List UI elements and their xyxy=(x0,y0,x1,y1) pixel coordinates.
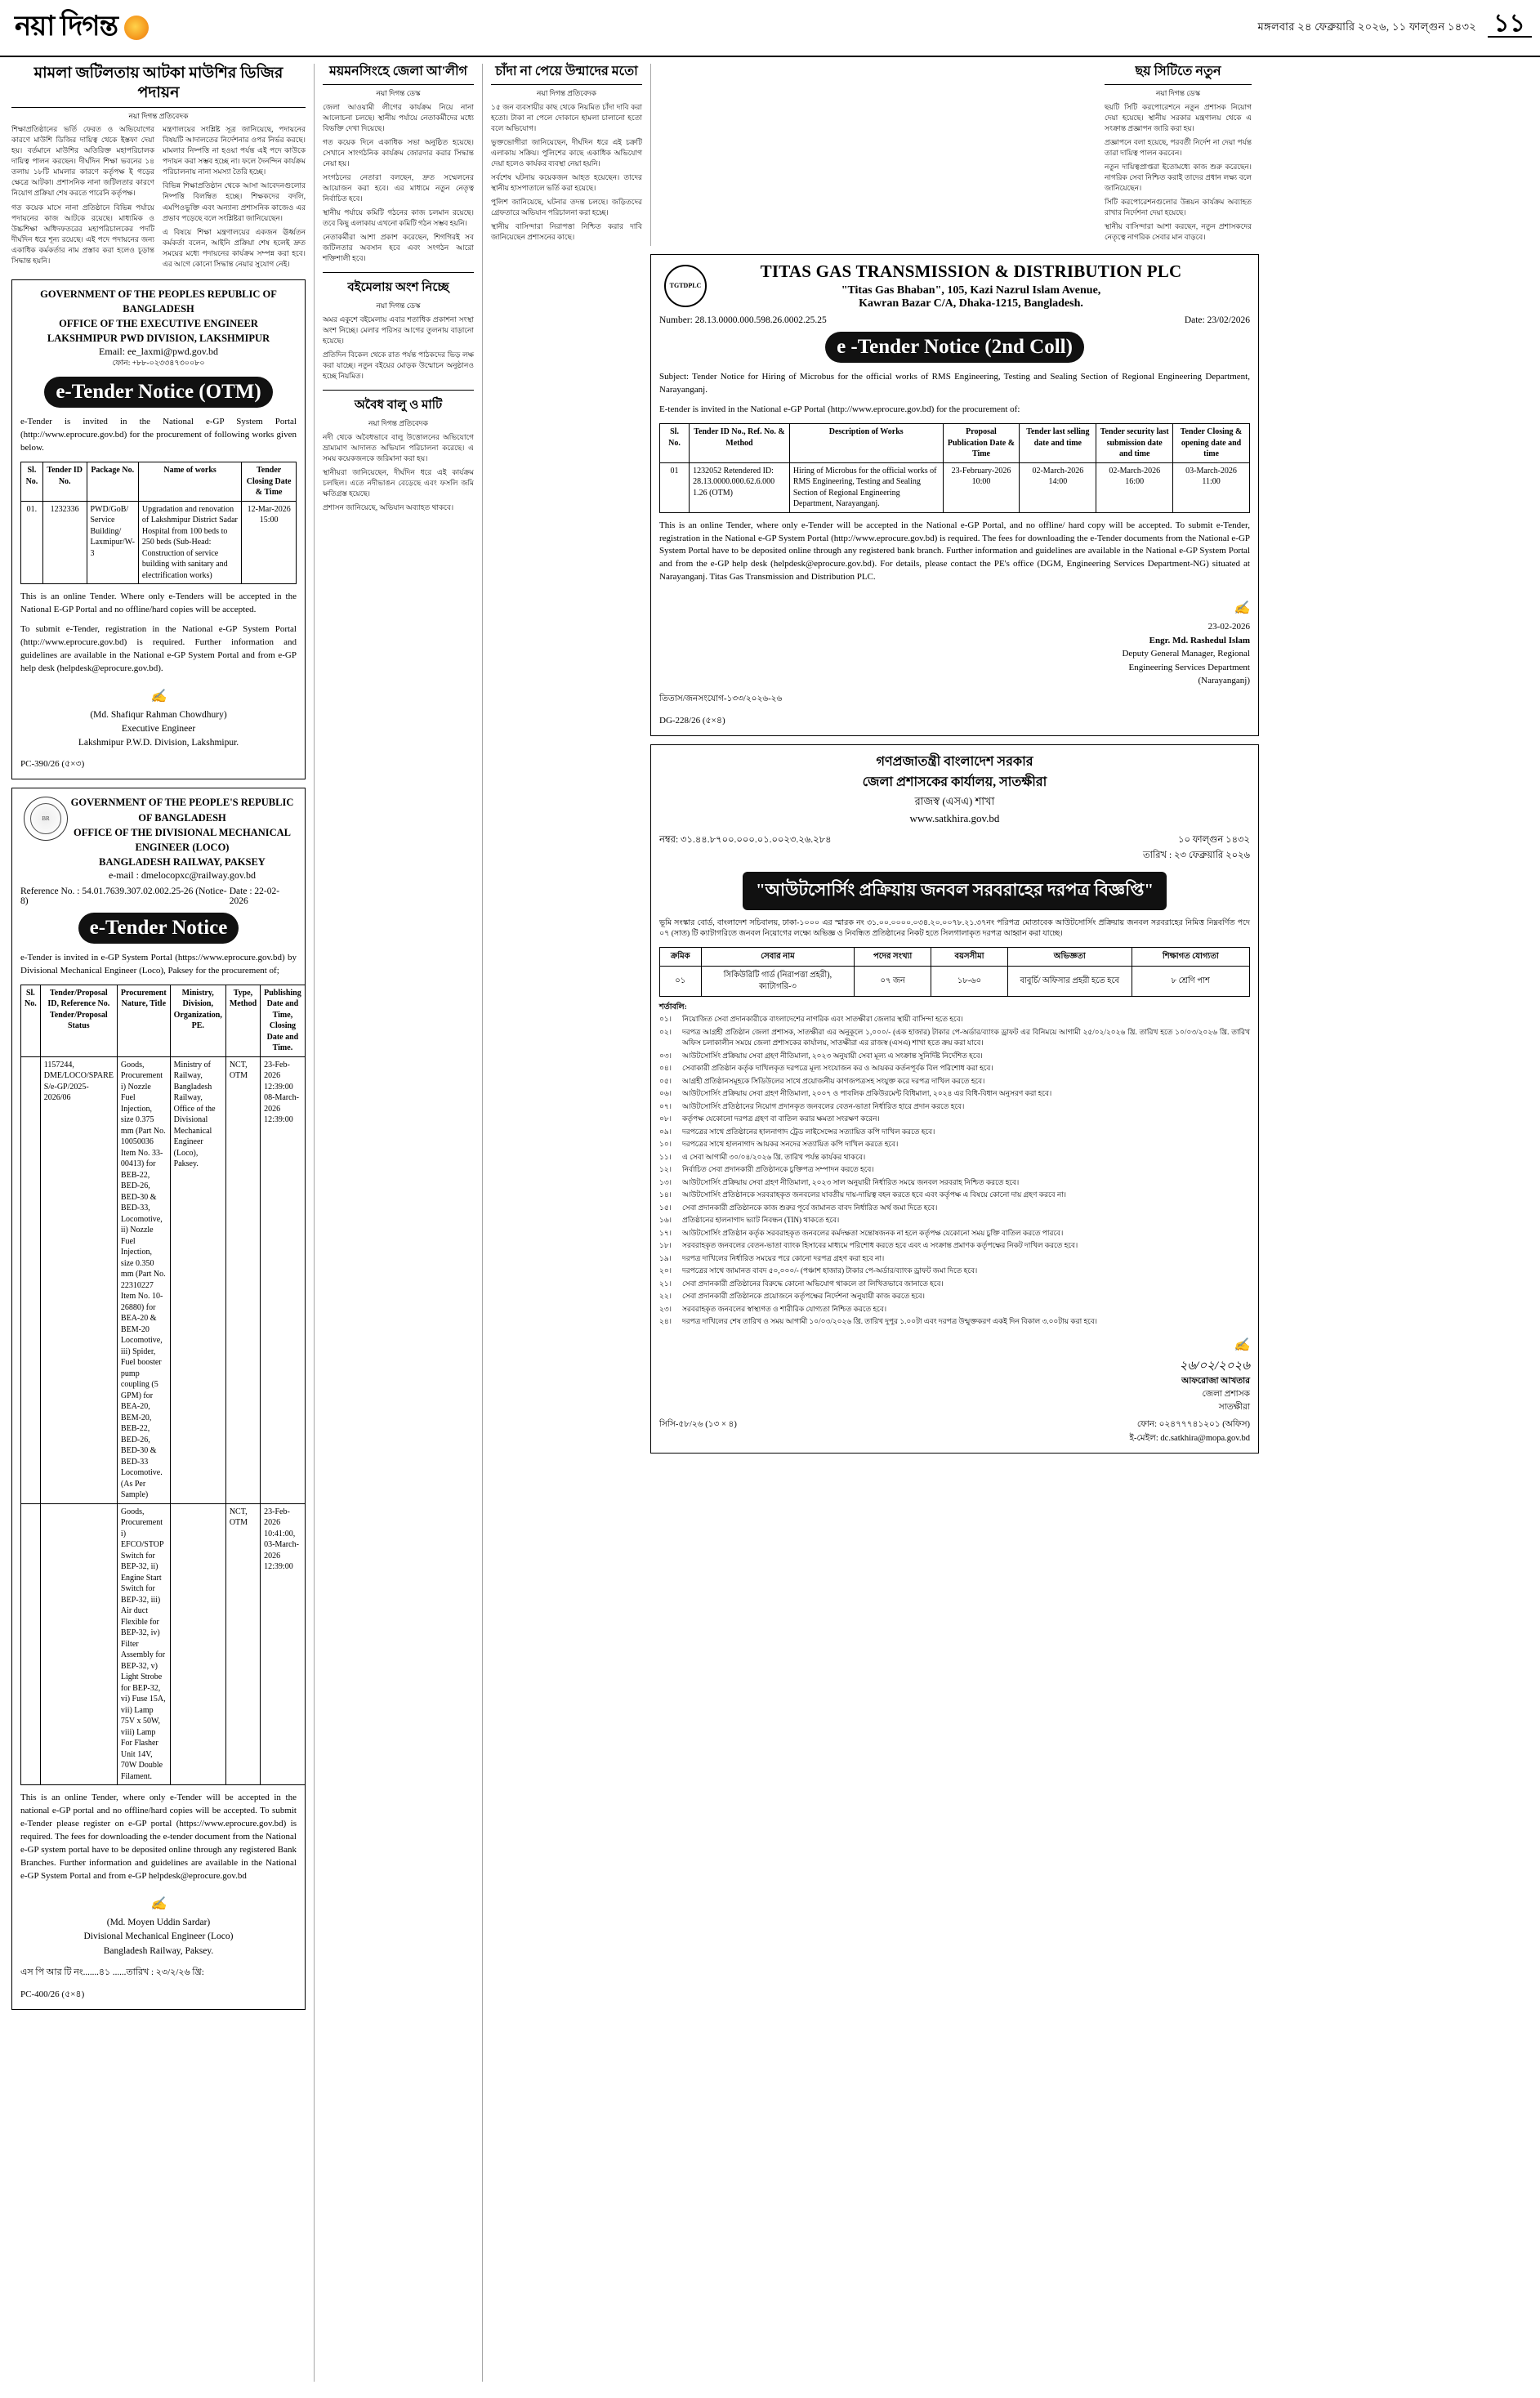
satkhira-signature-block xyxy=(659,1336,1250,1414)
ad-gov-line-3: LAKSHMIPUR PWD DIVISION, LAKSHMIPUR xyxy=(47,333,270,345)
satkhira-gov-line-1: গণপ্রজাতন্ত্রী বাংলাদেশ সরকার xyxy=(876,754,1033,769)
satkhira-header xyxy=(659,752,1250,828)
satkhira-intro: ভূমি সংস্কার বোর্ড, বাংলাদেশ সচিবালয়, ঢাকা-১০০০ এর স্মারক নং ৩১.০০.০০০০.০৩৪.২০.০০৭৮.২১.৩৭নং পরিপত্র মোতাবেক আউটসোর্সিং প্রক্রিয়ায় জনবল সরবরাহের নিমিত্ত নিম্নবর্ণিত পদে ০৭ (সাত) টি ক্যাটাগরিতে জনবল নিয়োগের লক্ষ্যে অভিজ্ঞ ও নিবন্ধিত প্রতিষ্ঠানের নিকট হতে সিলগালাকৃত দরপত্র আহ্বান করা যাচ্ছে। xyxy=(659,918,1250,939)
th-proposal-id: Tender/Proposal ID, Reference No. Tender/Proposal Status xyxy=(40,985,117,1056)
titas-sign-name: Engr. Md. Rashedul Islam xyxy=(1149,635,1250,645)
cell-posts: ০৭ জন xyxy=(855,967,931,997)
ad-note-2: To submit e-Tender, registration in the National e-GP System Portal (http://www.eprocure.gov.bd) is required. Further information and guidelines are available in the National e-GP System Portal and from e-GP help desk (helpdesk@eprocure.gov.bd). xyxy=(20,623,297,673)
table-row xyxy=(21,1503,306,1785)
cell-closing: 12-Mar-2026 15:00 xyxy=(242,501,297,584)
signature-mark: ✍ xyxy=(150,1897,167,1912)
titas-note: This is an online Tender, where only e-Tender will be accepted in the National e-GP Portal, and no offline/ hard copy will be accepted. To submit e-Tender, registration in the National e-GP System Portal (http://www.eprocure.gov.bd) is required. The fees for downloading the e-Tender documents from the National e-GP System Portal have to be deposited online through any registered bank branch. Further information and guidelines are available in the National e-GP System Portal and from the e-GP help desk (helpdesk@eprocure.gov.bd). For details, please contact the PE's office (DGM, Engineering Services Department-NG) situated at Narayanganj. Titas Gas Transmission and Distribution PLC. xyxy=(659,520,1251,583)
ad-gov-line-1: GOVERNMENT OF THE PEOPLES REPUBLIC OF BANGLADESH xyxy=(40,288,277,315)
titas-pc-ref: DG-228/26 (৫×৪) xyxy=(659,715,725,726)
news-byline-4: নয়া দিগন্ত ডেস্ক xyxy=(1156,89,1200,97)
cell-tender-id: 1232052 Retendered ID: 28.13.0000.000.62.6.000 1.26 (OTM) xyxy=(690,462,790,512)
th-nature: Procurement Nature, Title xyxy=(117,985,170,1056)
list-item: ০৭। আউটসোর্সিং প্রতিষ্ঠানের নিয়োগ প্রদানকৃত জনবলের বেতন-ভাতা নির্ধারিত হারে প্রদান করতে হবে। xyxy=(659,1101,965,1110)
cell-age: ১৮-৬০ xyxy=(931,967,1008,997)
list-item: ০৪। সেবাকারী প্রতিষ্ঠান কর্তৃক দাখিলকৃত দরপত্রে মূল্য সংযোজন কর ও আয়কর কর্তনপূর্বক বিল পরিশোধ করা হবে। xyxy=(659,1064,993,1073)
table-header-row xyxy=(660,424,1250,463)
titas-signature-block xyxy=(659,599,1250,688)
titas-number-row xyxy=(659,315,1250,325)
railway-memo: এস পি আর টি নং.......৪১ ......তারিখ : ২৩/২/২৬ খ্রি: xyxy=(20,1967,204,1977)
sign-name: (Md. Moyen Uddin Sardar) xyxy=(106,1918,211,1928)
satkhira-footer xyxy=(659,1418,1250,1446)
list-item: ০৯। দরপত্রের সাথে প্রতিষ্ঠানের হালনাগাদ ট্রেড লাইসেন্সের সত্যায়িত কপি দাখিল করতে হবে। xyxy=(659,1127,935,1136)
column-3 xyxy=(491,64,642,2382)
news-body-3: ১৫ জন ব্যবসায়ীর কাছ থেকে নিয়মিত চাঁদা দাবি করা হতো। টাকা না পেলে দোকানে হামলা চালানো হতো বলে অভিযোগ। ভুক্তভোগীরা জানিয়েছেন, দীর্ঘদিন ধরে এই চক্রটি এলাকায় সক্রিয়। পুলিশের কাছে একাধিক অভিযোগ দেয়া হলেও কার্যকর ব্যবস্থা নেয়া হয়নি। সর্বশেষ ঘটনায় কয়েকজন আহত হয়েছেন। তাদের স্থানীয় হাসপাতালে ভর্তি করা হয়েছে। পুলিশ জানিয়েছে, ঘটনার তদন্ত চলছে। জড়িতদের গ্রেফতারে অভিযান পরিচালনা করা হচ্ছে। স্থানীয় বাসিন্দারা নিরাপত্তা নিশ্চিত করার দাবি জানিয়েছেন প্রশাসনের কাছে। xyxy=(491,102,642,242)
table-row xyxy=(660,462,1250,512)
satkhira-pc-ref: সিসি-৫৮/২৬ (১৩ × ৪) xyxy=(659,1420,737,1430)
list-item: ২৩। সরবরাহকৃত জনবলের স্বাস্থ্যগত ও শারীরিক যোগ্যতা নিশ্চিত করতে হবে। xyxy=(659,1304,887,1313)
ad-gov-line-2: OFFICE OF THE EXECUTIVE ENGINEER xyxy=(59,318,258,330)
list-item: ০২। দরপত্র আগ্রহী প্রতিষ্ঠান জেলা প্রশাসক, সাতক্ষীরা এর অনুকূলে ১,০০০/- (এক হাজার) টাকার পে-অর্ডার/ব্যাংক ড্রাফট এর বিনিময়ে আগামী ২৫/০২/২০২৬ খ্রি. তারিখ হতে ১০/০৩/২০২৬ খ্রি. তারিখ অফিস চলাকালীন সময়ে জেলা প্রশাসকের কার্যালয়, সাতক্ষীরা এর রাজস্ব (এসএ) শাখা হতে ক্রয় করা যাবে। xyxy=(659,1027,1250,1047)
titas-org-line-3: Kawran Bazar C/A, Dhaka-1215, Bangladesh. xyxy=(859,297,1083,310)
ad-signature-block xyxy=(20,687,297,751)
th-closing: Tender Closing Date & Time xyxy=(242,462,297,502)
th-sl: Sl. No. xyxy=(660,424,690,463)
sign-title-2: Bangladesh Railway, Paksey. xyxy=(103,1945,214,1956)
cell-service: সিকিউরিটি গার্ড (নিরাপত্তা প্রহরী), ক্যাটাগরি-৩ xyxy=(701,967,855,997)
titas-subject: Subject: Tender Notice for Hiring of Microbus for the official works of RMS Engineering, Testing and Sealing Section of Regional Engineering Department, Narayanganj. xyxy=(659,372,1250,395)
titas-logo-icon: TGTDPLC xyxy=(664,265,707,307)
column-1 xyxy=(11,64,306,2382)
cell-proposal-id xyxy=(40,1503,117,1785)
ad-pc-ref: PC-390/26 (৫×৩) xyxy=(20,759,85,770)
sign-title-1: Executive Engineer xyxy=(121,723,196,734)
news-byline-5: নয়া দিগন্ত ডেস্ক xyxy=(376,301,421,310)
titas-sign-title-1: Deputy General Manager, Regional xyxy=(1122,649,1250,659)
satkhira-sign-title-2: সাতক্ষীরা xyxy=(1218,1402,1250,1412)
ad-bangladesh-railway xyxy=(11,788,306,2009)
news-byline-1: নয়া দিগন্ত প্রতিবেদক xyxy=(128,111,189,120)
cell-type: NCT, OTM xyxy=(225,1056,260,1503)
th-closing: Tender Closing & opening date and time xyxy=(1173,424,1250,463)
logo-text: নয়া দিগন্ত xyxy=(15,11,118,42)
th-ministry: Ministry, Division, Organization, PE. xyxy=(170,985,225,1056)
ad-phone: ফোন: +৮৮-০২৩৩৪৭৩০০৮০ xyxy=(112,359,205,368)
satkhira-memo: নম্বর: ৩১.৪৪.৮৭০০.০০০.০১.০০২৩.২৬.২৮৪ xyxy=(659,834,832,845)
news-headline-5: বইমেলায় অংশ নিচ্ছে xyxy=(323,272,474,298)
list-item: ১২। নির্বাচিত সেবা প্রদানকারী প্রতিষ্ঠানকে চুক্তিপত্র সম্পাদন করতে হবে। xyxy=(659,1165,874,1174)
signature-mark: ✍ xyxy=(1234,1337,1250,1352)
table-row xyxy=(21,1056,306,1503)
satkhira-date-bn: ১০ ফাল্গুন ১৪৩২ xyxy=(1178,834,1250,845)
signature-mark: ✍ xyxy=(1234,601,1250,616)
list-item: ০১। নিয়োজিত সেবা প্রদানকারীকে বাংলাদেশের নাগরিক এবং সাতক্ষীরা জেলার স্থায়ী বাসিন্দা হতে হবে। xyxy=(659,1015,963,1024)
satkhira-memo-row xyxy=(659,833,1250,864)
news-headline-3: চাঁদা না পেয়ে উন্মাদের মতো xyxy=(491,64,642,85)
list-item: ১১। এ সেবা আগামী ৩০/০৪/২০২৬ খ্রি. তারিখ পর্যন্ত কার্যকর থাকবে। xyxy=(659,1152,866,1161)
satkhira-hand-date: ২৬/০২/২০২৬ xyxy=(1179,1359,1250,1373)
page-content xyxy=(0,57,1540,2390)
cell-tender-id: 1232336 xyxy=(42,501,87,584)
titas-org-line-1: TITAS GAS TRANSMISSION & DISTRIBUTION PLC xyxy=(760,261,1182,282)
satkhira-ribbon-title: "আউটসোর্সিং প্রক্রিয়ায় জনবল সরবরাহের দরপত্র বিজ্ঞপ্তি" xyxy=(743,872,1167,910)
satkhira-website[interactable]: www.satkhira.gov.bd xyxy=(909,811,1000,824)
list-item: ২০। দরপত্রের সাথে জামানত বাবদ ৫০,০০০/- (পঞ্চাশ হাজার) টাকার পে-অর্ডার/ব্যাংক ড্রাফট জমা দিতে হবে। xyxy=(659,1266,978,1275)
th-sl: ক্রমিক xyxy=(660,948,702,967)
column-divider xyxy=(482,64,483,2382)
news-body-2: জেলা আওয়ামী লীগের কার্যক্রম নিয়ে নানা আলোচনা চলছে। স্থানীয় পর্যায়ে নেতাকর্মীদের মধ্যে বিভক্তি দেখা দিয়েছে। গত কয়েক দিনে একাধিক সভা অনুষ্ঠিত হয়েছে। সেখানে সাংগঠনিক কার্যক্রম জোরদার করার সিদ্ধান্ত নেয়া হয়। সংগঠনের নেতারা বলছেন, দ্রুত সম্মেলনের আয়োজন করা হবে। এর মাধ্যমে নতুন নেতৃত্ব নির্বাচিত হবে। স্থানীয় পর্যায়ে কমিটি গঠনের কাজ চলমান রয়েছে। তবে কিছু এলাকায় এখনো কমিটি গঠন সম্ভব হয়নি। নেতাকর্মীরা আশা প্রকাশ করেছেন, শিগগিরই সব জটিলতার অবসান হবে এবং সংগঠন আরো শক্তিশালী হবে। xyxy=(323,102,474,263)
railway-gov-line-3: BANGLADESH RAILWAY, PAKSEY xyxy=(99,855,266,868)
cell-sl: 01 xyxy=(660,462,690,512)
list-item: ১৬। প্রতিষ্ঠানের হালনাগাদ ভ্যাট নিবন্ধন (TIN) থাকতে হবে। xyxy=(659,1216,840,1225)
railway-signature-block xyxy=(20,1895,297,1958)
satkhira-gov-line-2: জেলা প্রশাসকের কার্যালয়, সাতক্ষীরা xyxy=(862,775,1047,790)
railway-ribbon-title: e-Tender Notice xyxy=(78,913,239,944)
th-experience: অভিজ্ঞতা xyxy=(1007,948,1132,967)
satkhira-conditions-list xyxy=(659,1014,1250,1328)
cell-sl xyxy=(21,1056,41,1503)
column-2 xyxy=(323,64,474,2382)
railway-note: This is an online Tender, where only e-Tender will be accepted in the national e-GP portal and no offline/hard copies will be accepted. To submit e-Tender please register on e-GP portal (https://www.eprocure.gov.bd) is required. The fees for downloading the e-tender document from the National e-GP system portal have to be deposited online through any registered Bank Branches. Further information and guidelines are available in the National e-GP System Portal and from e-GP helpdesk@eprocure.gov.bd xyxy=(20,1793,297,1882)
th-sl: Sl. No. xyxy=(21,985,41,1056)
cell-dates: 23-Feb-2026 10:41:00, 03-March-2026 12:39:00 xyxy=(261,1503,306,1785)
ad-satkhira-dc xyxy=(650,744,1259,1454)
news-body-4: ছয়টি সিটি করপোরেশনে নতুন প্রশাসক নিয়োগ দেয়া হয়েছে। স্থানীয় সরকার মন্ত্রণালয় থেকে এ সংক্রান্ত প্রজ্ঞাপন জারি করা হয়। প্রজ্ঞাপনে বলা হয়েছে, পরবর্তী নির্দেশ না দেয়া পর্যন্ত তারা দায়িত্ব পালন করবেন। নতুন দায়িত্বপ্রাপ্তরা ইতোমধ্যে কাজ শুরু করেছেন। নাগরিক সেবা নিশ্চিত করাই তাদের প্রধান লক্ষ্য বলে জানিয়েছেন। সিটি করপোরেশনগুলোর উন্নয়ন কার্যক্রম অব্যাহত রাখার নির্দেশনা দেয়া হয়েছে। স্থানীয় বাসিন্দারা আশা করছেন, নতুন প্রশাসকদের নেতৃত্বে নাগরিক সেবার মান বাড়বে। xyxy=(1105,102,1252,242)
titas-date: Date: 23/02/2026 xyxy=(1184,315,1250,326)
list-item: ১৯। দরপত্র দাখিলের নির্ধারিত সময়ের পরে কোনো দরপত্র গ্রহণ করা হবে না। xyxy=(659,1253,885,1262)
news-byline-3: নয়া দিগন্ত প্রতিবেদক xyxy=(537,89,596,97)
page-number: ১১ xyxy=(1493,10,1525,37)
column-right-group xyxy=(650,64,1259,2382)
railway-ref-row xyxy=(20,886,297,906)
masthead xyxy=(0,0,1540,57)
th-sl: Sl. No. xyxy=(21,462,43,502)
titas-sign-title-2: Engineering Services Department xyxy=(1128,662,1250,672)
ad-ribbon-title: e-Tender Notice (OTM) xyxy=(44,377,272,408)
th-package: Package No. xyxy=(87,462,138,502)
th-education: শিক্ষাগত যোগ্যতা xyxy=(1132,948,1249,967)
list-item: ০৬। আউটসোর্সিং প্রক্রিয়ায় সেবা গ্রহণ নীতিমালা, ২০০৭ ও পাবলিক প্রকিউরমেন্ট বিধিমালা, ২০২৪ এর বিধি-বিধান অনুসরণ করা হবে। xyxy=(659,1089,1052,1098)
cell-dates: 23-Feb-2026 12:39:00 08-March-2026 12:39:00 xyxy=(261,1056,306,1503)
satkhira-sign-title-1: জেলা প্রশাসক xyxy=(1202,1389,1250,1399)
cell-description: Hiring of Microbus for the official works of RMS Engineering, Testing and Sealing Section of Regional Engineering Department, Narayanganj. xyxy=(789,462,943,512)
cell-experience: বাবুর্চি/ অফিসার প্রহরী হতে হবে xyxy=(1007,967,1132,997)
list-item: ০৩। আউটসোর্সিং প্রক্রিয়ায় সেবা গ্রহণ নীতিমালা, ২০২৩ অনুযায়ী সেবা মূল্য এ সংক্রান্ত সুনির্দিষ্ট নির্দেশিত হবে। xyxy=(659,1051,983,1060)
page-number-rule xyxy=(1488,36,1532,38)
cell-last-selling: 02-March-2026 14:00 xyxy=(1020,462,1096,512)
th-tender-id: Tender ID No. xyxy=(42,462,87,502)
th-last-submission: Tender security last submission date and time xyxy=(1096,424,1173,463)
railway-pc-ref: PC-400/26 (৫×৪) xyxy=(20,1989,85,1999)
satkhira-gov-line-3: রাজস্ব (এসএ) শাখা xyxy=(914,794,995,807)
news-headline-4: ছয় সিটিতে নতুন xyxy=(1105,64,1252,85)
newspaper-logo xyxy=(15,5,150,51)
titas-header xyxy=(659,261,1250,310)
news-byline-2: নয়া দিগন্ত ডেস্ক xyxy=(376,89,421,97)
cell-sl: ০১ xyxy=(660,967,702,997)
titas-intro: E-tender is invited in the National e-GP Portal (http://www.eprocure.gov.bd) for the procurement of: xyxy=(659,404,1020,415)
satkhira-phone: ফোন: ০২৪৭৭৭৪১২০১ (অফিস) xyxy=(1136,1420,1250,1430)
cell-education: ৮ শ্রেণি পাশ xyxy=(1132,967,1249,997)
cell-publication: 23-February-2026 10:00 xyxy=(943,462,1020,512)
table-row xyxy=(21,501,297,584)
list-item: ১৮। সরবরাহকৃত জনবলের বেতন-ভাতা ব্যাংক হিসাবের মাধ্যমে পরিশোধ করতে হবে এবং এ সংক্রান্ত প্রমাণক কর্তৃপক্ষের নিকট দাখিল করতে হবে। xyxy=(659,1241,1078,1250)
titas-sig-date: 23-02-2026 xyxy=(1207,622,1250,632)
satkhira-sign-name: আফরোজা আখতার xyxy=(1181,1377,1250,1387)
ad-email: Email: ee_laxmi@pwd.gov.bd xyxy=(99,346,218,358)
ad-note-1: This is an online Tender. Where only e-Tenders will be accepted in the National E-GP Portal and no offline/hard copies will be accepted. xyxy=(20,592,297,615)
ad-lakshmipur-pwd xyxy=(11,279,306,780)
list-item: ১৭। আউটসোর্সিং প্রতিষ্ঠান কর্তৃক সরবরাহকৃত জনবলের কর্মদক্ষতা সন্তোষজনক না হলে কর্তৃপক্ষ যেকোনো সময় চুক্তি বাতিল করতে পারবে। xyxy=(659,1228,1064,1237)
th-type: Type, Method xyxy=(225,985,260,1056)
th-works: Name of works xyxy=(138,462,241,502)
table-row xyxy=(660,967,1250,997)
ad-intro-text: e-Tender is invited in the National e-GP System Portal (http://www.eprocure.gov.bd) for the procurement of following works given below. xyxy=(20,417,297,453)
list-item: ২২। সেবা প্রদানকারী প্রতিষ্ঠানকে প্রয়োজনে কর্তৃপক্ষের নির্দেশনা অনুযায়ী কাজ করতে হবে। xyxy=(659,1292,926,1301)
satkhira-date-en: তারিখ : ২৩ ফেব্রুয়ারি ২০২৬ xyxy=(1142,850,1250,860)
railway-gov-line-1: GOVERNMENT OF THE PEOPLE'S REPUBLIC OF BANGLADESH xyxy=(70,797,294,824)
cell-package: PWD/GoB/ Service Building/ Laxmipur/W-3 xyxy=(87,501,138,584)
list-item: ১০। দরপত্রের সাথে হালনাগাদ আয়কর সনদের সত্যায়িত কপি দাখিল করতে হবে। xyxy=(659,1140,899,1149)
railway-email: e-mail : dmelocopxc@railway.gov.bd xyxy=(108,869,257,882)
news-body-5: অমর একুশে বইমেলায় এবার শতাধিক প্রকাশনা সংস্থা অংশ নিচ্ছে। মেলার পরিসর আগের তুলনায় বাড়ানো হয়েছে। প্রতিদিন বিকেল থেকে রাত পর্যন্ত পাঠকদের ভিড় লক্ষ করা যাচ্ছে। নতুন বইয়ের মোড়ক উন্মোচন অনুষ্ঠানও হচ্ছে নিয়মিত। xyxy=(323,315,474,381)
list-item: ১৪। আউটসোর্সিং প্রতিষ্ঠানকে সরবরাহকৃত জনবলের যাবতীয় দায়-দায়িত্ব বহন করতে হবে এবং কর্তৃপক্ষ এ বিষয়ে কোনো দায় গ্রহণ করবে না। xyxy=(659,1190,1067,1199)
ad-titas-gas xyxy=(650,254,1259,736)
cell-proposal-id: 1157244, DME/LOCO/SPARE S/e-GP/2025-2026/06 xyxy=(40,1056,117,1503)
railway-intro: e-Tender is invited in e-GP System Portal (https://www.eprocure.gov.bd) by Divisional Mechanical Engineer (Loco), Paksey for the procurement of; xyxy=(20,953,297,976)
news-body-1: শিক্ষাপ্রতিষ্ঠানের ভর্তি ফেরত ও অভিযোগের কারণে মাউশি ডিজির দায়িত্ব থেকে ইস্তফা দেয়া হয়। বর্তমানে মাউশির অতিরিক্ত মহাপরিচালক দায়িত্ব পালন করছেন। দীর্ঘদিন শিক্ষা ভবনের ১৪ তলায় ১৮টি মামলার কারণে কর্তৃপক্ষ ই গড়ের ক্ষেত্রে আটকা। প্রশাসনিক নানা জটিলতার কারণে নিয়োগ প্রক্রিয়া শেষ করতে পারেনি কর্তৃপক্ষ। গত কয়েক মাসে নানা প্রতিষ্ঠানে বিভিন্ন পর্যায়ে পদায়নের কাজ আটকে রয়েছে। মাধ্যমিক ও উচ্চশিক্ষা অধিদফতরের মহাপরিচালকের পদটি দীর্ঘদিন ধরে শূন্য রয়েছে। এই পদে পদায়নের জন্য একাধিক কর্মকর্তার নাম প্রস্তাব করা হলেও চূড়ান্ত সিদ্ধান্ত হয়নি। মন্ত্রণালয়ের সংশ্লিষ্ট সূত্র জানিয়েছে, পদায়নের বিষয়টি আদালতের নির্দেশনার ওপর নির্ভর করছে। মামলার নিষ্পত্তি না হওয়া পর্যন্ত এই পদে কাউকে পদায়ন করা সম্ভব হচ্ছে না। ফলে দৈনন্দিন কার্যক্রম পরিচালনায় নানা সমস্যা তৈরি হচ্ছে। বিভিন্ন শিক্ষাপ্রতিষ্ঠান থেকে আসা আবেদনগুলোর নিষ্পত্তি বিলম্বিত হচ্ছে। শিক্ষকদের বদলি, এমপিওভুক্তি এবং অন্যান্য প্রশাসনিক কাজেও এর প্রভাব পড়েছে বলে সংশ্লিষ্টরা জানিয়েছেন। এ বিষয়ে শিক্ষা মন্ত্রণালয়ের একজন ঊর্ধ্বতন কর্মকর্তা বলেন, আইনি প্রক্রিয়া শেষ হলেই দ্রুত সময়ের মধ্যে পদায়নের কার্যক্রম সম্পন্ন করা হবে। এর আগে কোনো সিদ্ধান্ত নেয়ার সুযোগ নেই। xyxy=(11,125,306,268)
news-headline-6: অবৈধ বালু ও মাটি xyxy=(323,390,474,416)
cell-nature: Goods, Procurement i) Nozzle Fuel Injection, size 0.375 mm (Part No. 10050036 Item No. 33-00413) for BEB-22, BED-26, BED-30 & BED-33, Locomotive, ii) Nozzle Fuel Injection, size 0.350 mm (Part No. 22310227 Item No. 10-26880) for BEA-20 & BEM-20 Locomotive, iii) Spider, Fuel booster pump coupling (5 GPM) for BEA-20, BEM-20, BEB-22, BED-26, BED-30 & BED-33 Locomotive. (As Per Sample) xyxy=(117,1056,170,1503)
th-last-selling: Tender last selling date and time xyxy=(1020,424,1096,463)
news-body-6: নদী থেকে অবৈধভাবে বালু উত্তোলনের অভিযোগে ভ্রাম্যমাণ আদালত অভিযান পরিচালনা করেছে। এ সময় কয়েকজনকে জরিমানা করা হয়। স্থানীয়রা জানিয়েছেন, দীর্ঘদিন ধরে এই কার্যক্রম চলছিল। এতে নদীভাঙন বেড়েছে এবং ফসলি জমি ক্ষতিগ্রস্ত হয়েছে। প্রশাসন জানিয়েছে, অভিযান অব্যাহত থাকবে। xyxy=(323,433,474,512)
cell-sl xyxy=(21,1503,41,1785)
satkhira-conditions-heading: শর্তাবলি: xyxy=(659,1003,687,1012)
sign-title-1: Divisional Mechanical Engineer (Loco) xyxy=(83,1931,234,1942)
th-dates: Publishing Date and Time, Closing Date and Time. xyxy=(261,985,306,1056)
railway-reference: Reference No. : 54.01.7639.307.02.002.25-26 (Notice-8) xyxy=(20,886,227,907)
satkhira-email[interactable]: ই-মেইল: dc.satkhira@mopa.gov.bd xyxy=(1129,1434,1250,1444)
column-divider xyxy=(650,64,651,246)
list-item: ২৪। দরপত্র দাখিলের শেষ তারিখ ও সময় আগামী ১০/০৩/২০২৬ খ্রি. তারিখ দুপুর ১.০০টা এবং দরপত্র উন্মুক্তকরণ একই দিন বিকাল ৩.০০টায় করা হবে। xyxy=(659,1317,1098,1326)
table-header-row xyxy=(660,948,1250,967)
signature-mark: ✍ xyxy=(150,689,167,703)
titas-footer xyxy=(659,693,1250,707)
sun-icon xyxy=(124,16,149,40)
table-header-row xyxy=(21,985,306,1056)
jobs-table-satkhira xyxy=(659,947,1250,997)
railway-gov-line-2: OFFICE OF THE DIVISIONAL MECHANICAL ENGINEER (LOCO) xyxy=(73,826,291,853)
news-byline-6: নয়া দিগন্ত প্রতিবেদক xyxy=(368,419,428,428)
tender-table-lakshmipur xyxy=(20,462,297,584)
th-posts: পদের সংখ্যা xyxy=(855,948,931,967)
right-top-news xyxy=(650,64,1259,246)
tender-table-railway xyxy=(20,985,306,1786)
railway-date: Date : 22-02-2026 xyxy=(229,886,280,907)
table-header-row xyxy=(21,462,297,502)
cell-closing: 03-March-2026 11:00 xyxy=(1173,462,1250,512)
railway-seal-icon: BR xyxy=(24,797,68,841)
th-description: Description of Works xyxy=(789,424,943,463)
tender-table-titas xyxy=(659,423,1250,513)
cell-nature: Goods, Procurement i) EFCO/STOP Switch for BEP-32, ii) Engine Start Switch for BEP-32, iii) Air duct Flexible for BEP-32, iv) Filter Assembly for BEP-32, v) Light Strobe for BEP-32, vi) Fuse 15A, vii) Lamp 75V x 50W, viii) Lamp For Flasher Unit 14V, 70W Double Filament. xyxy=(117,1503,170,1785)
list-item: ০৮। কর্তৃপক্ষ যেকোনো দরপত্র গ্রহণ বা বাতিল করার ক্ষমতা সংরক্ষণ করেন। xyxy=(659,1114,880,1123)
th-tender-id: Tender ID No., Ref. No. & Method xyxy=(690,424,790,463)
titas-number: Number: 28.13.0000.000.598.26.0002.25.25 xyxy=(659,315,827,326)
list-item: ২১। সেবা প্রদানকারী প্রতিষ্ঠানের বিরুদ্ধে কোনো অভিযোগ থাকলে তা লিখিতভাবে জানাতে হবে। xyxy=(659,1279,944,1288)
list-item: ১৩। আউটসোর্সিং প্রক্রিয়ায় সেবা গ্রহণ নীতিমালা, ২০২৩ সাল অনুযায়ী নির্ধারিত সময়ে জনবল সরবরাহ নিশ্চিত করতে হবে। xyxy=(659,1177,1020,1186)
cell-last-submission: 02-March-2026 16:00 xyxy=(1096,462,1173,512)
th-service: সেবার নাম xyxy=(701,948,855,967)
titas-memo: তিতাস/জনসংযোগ-১৩৩/২০২৬-২৬ xyxy=(659,694,783,703)
th-publication: Proposal Publication Date & Time xyxy=(943,424,1020,463)
list-item: ১৫। সেবা প্রদানকারী প্রতিষ্ঠানকে কাজ শুরুর পূর্বে জামানত বাবদ নির্ধারিত অর্থ জমা দিতে হবে। xyxy=(659,1203,938,1212)
sign-title-2: Lakshmipur P.W.D. Division, Lakshmipur. xyxy=(78,738,239,748)
masthead-date: মঙ্গলবার ২৪ ফেব্রুয়ারি ২০২৬, ১১ ফাল্গুন ১৪৩২ xyxy=(1257,20,1476,33)
news-headline-1: মামলা জটিলতায় আটকা মাউশির ডিজির পদায়ন xyxy=(11,64,306,108)
cell-ministry: Ministry of Railway, Bangladesh Railway, Office of the Divisional Mechanical Engineer (Loco), Paksey. xyxy=(170,1056,225,1503)
titas-ribbon-title: e -Tender Notice (2nd Coll) xyxy=(825,332,1084,363)
cell-type: NCT, OTM xyxy=(225,1503,260,1785)
titas-sign-title-3: (Narayanganj) xyxy=(1198,676,1250,686)
titas-org-line-2: "Titas Gas Bhaban", 105, Kazi Nazrul Islam Avenue, xyxy=(841,284,1101,297)
list-item: ০৫। আগ্রহী প্রতিষ্ঠানসমূহকে সিডিউলের সাথে প্রয়োজনীয় কাগজপত্রসহ সংযুক্ত করে দরপত্র দাখিল করতে হবে। xyxy=(659,1076,985,1085)
cell-sl: 01. xyxy=(21,501,43,584)
sign-name: (Md. Shafiqur Rahman Chowdhury) xyxy=(90,709,227,720)
th-age: বয়সসীমা xyxy=(931,948,1008,967)
cell-ministry xyxy=(170,1503,225,1785)
column-divider xyxy=(314,64,315,2382)
cell-works: Upgradation and renovation of Lakshmipur District Sadar Hospital from 100 beds to 250 beds (Sub-Head: Construction of service building with sanitary and electrification works) xyxy=(138,501,241,584)
news-headline-2: ময়মনসিংহে জেলা আ'লীগ xyxy=(323,64,474,85)
